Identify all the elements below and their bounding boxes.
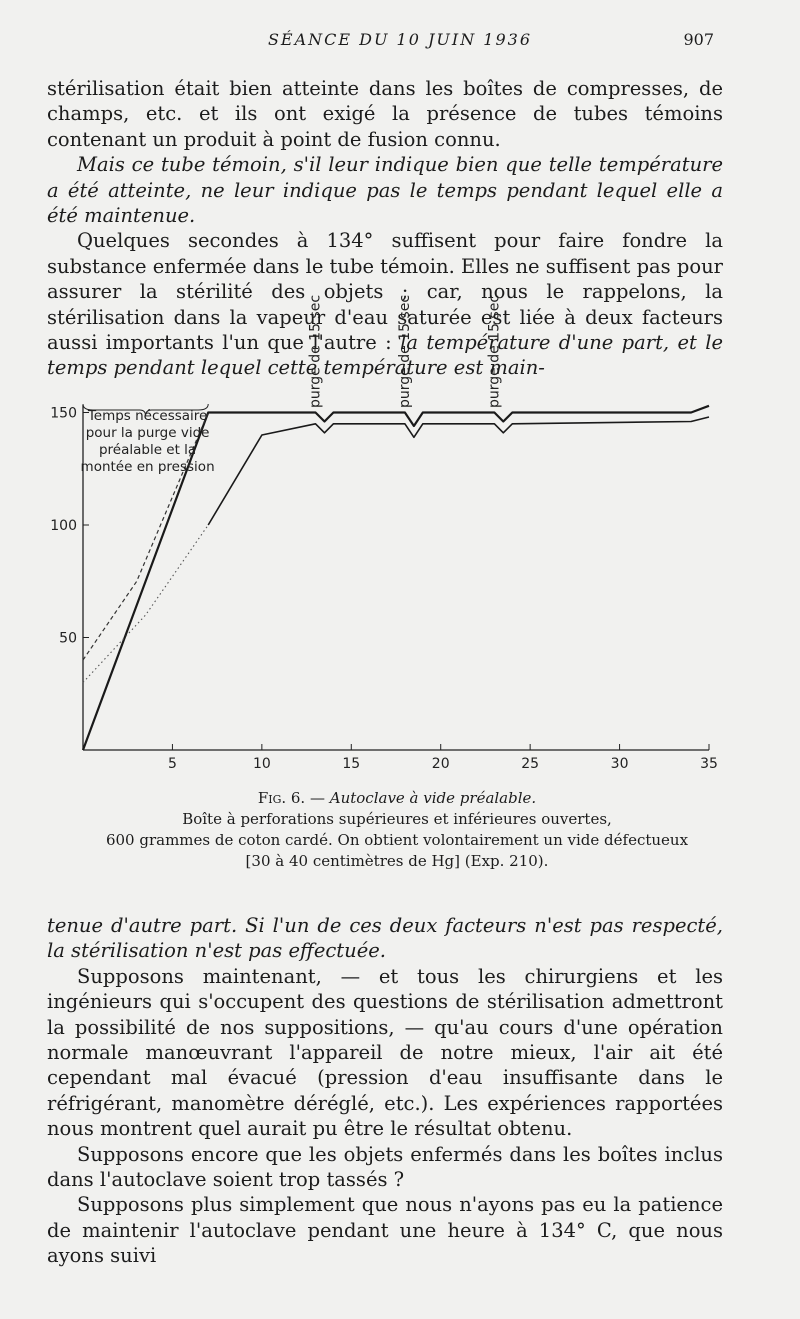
figure-title: Autoclave à vide préalable. xyxy=(329,789,537,807)
x-tick-label-10: 10 xyxy=(252,756,271,772)
x-tick-label-35: 35 xyxy=(700,756,718,772)
top-text-block xyxy=(47,76,723,381)
paragraph-3 xyxy=(47,228,723,380)
chart-labels xyxy=(50,295,718,772)
x-tick-label-30: 30 xyxy=(610,756,629,772)
purge-label-2: purge de 15 sec xyxy=(396,294,413,408)
annotation-line-3: préalable et la xyxy=(98,442,197,458)
paragraph-1: stérilisation était bien atteinte dans les boîtes de compresses, de champs, etc. et ils ont exigé la présence de tubes témoins contenant un produit à point de fusion connu. xyxy=(47,77,723,151)
y-tick-label-100: 100 xyxy=(50,518,77,534)
caption-title-line xyxy=(47,788,747,809)
paragraph-4: tenue d'autre part. Si l'un de ces deux facteurs n'est pas respecté, la stérilisation n'est pas effectuée. xyxy=(47,914,723,963)
paragraph-3-italic: la température d'une part, et le temps pendant lequel cette température est main- xyxy=(47,331,723,380)
purge-label-1: purge de 15 sec xyxy=(307,294,324,408)
figure-label: Fig. 6. xyxy=(257,789,306,807)
paragraph-3-text: Quelques secondes à 134° suffisent pour faire fondre la substance enfermée dans le tube témoin. Elles ne suffisent pas pour assurer la stérilité des objets ; car, nous le rappelons, la stérilisation dans la vapeur d'eau saturée est liée à deux facteurs aussi importants l'un que l'autre : xyxy=(47,229,723,355)
x-tick-label-15: 15 xyxy=(342,756,361,772)
caption-line-1: Boîte à perforations supérieures et inférieures ouvertes, xyxy=(182,810,612,828)
paragraph-6: Supposons encore que les objets enfermés dans les boîtes inclus dans l'autoclave soient trop tassés ? xyxy=(47,1142,723,1192)
caption-line-2: 600 grammes de coton cardé. On obtient volontairement un vide défectueux xyxy=(105,831,689,849)
x-tick-label-20: 20 xyxy=(431,756,450,772)
paragraph-2: Mais ce tube témoin, s'il leur indique bien que telle température a été atteinte, ne leur indique pas le temps pendant lequel elle a été maintenue. xyxy=(47,153,723,228)
page-number: 907 xyxy=(683,30,714,49)
annotation-line-4: montée en pression xyxy=(80,459,215,475)
y-tick-label-50: 50 xyxy=(59,630,77,647)
series-line-2 xyxy=(208,417,709,525)
x-tick-label-25: 25 xyxy=(521,756,540,772)
paragraph-7: Supposons plus simplement que nous n'ayons pas eu la patience de maintenir l'autoclave pendant une heure à 134° C, que nous ayons suivi xyxy=(47,1193,723,1268)
figure-caption xyxy=(47,788,747,872)
caption-dash: — xyxy=(305,789,330,807)
bottom-text-block xyxy=(47,913,723,1269)
caption-line-3: [30 à 40 centimètres de Hg] (Exp. 210). xyxy=(245,852,549,870)
paragraph-5: Supposons maintenant, — et tous les chirurgiens et les ingénieurs qui s'occupent des questions de stérilisation admettront la possibilité de nos suppositions, — qu'au cours d'une opération normale manœuvrant l'appareil de notre mieux, l'air ait été cependant mal évacué (pression d'eau insuffisante dans le réfrigérant, manomètre déréglé, etc.). Les expériences rapportées nous montrent quel aurait pu être le résultat obtenu. xyxy=(47,964,723,1141)
page-header xyxy=(0,30,800,54)
y-tick-label-150: 150 xyxy=(50,405,77,422)
purge-label-group-3 xyxy=(486,295,502,408)
purge-label-group-2 xyxy=(397,295,413,408)
annotation-line-2: pour la purge vide xyxy=(85,425,210,441)
annotation-line-1: Temps nécessaire xyxy=(87,408,208,424)
purge-label-group-1 xyxy=(307,295,323,408)
purge-label-3: purge de 15 sec xyxy=(486,294,503,408)
x-tick-label-5: 5 xyxy=(167,756,177,772)
running-title: SÉANCE DU 10 JUIN 1936 xyxy=(267,30,533,49)
series-line-4 xyxy=(83,525,208,683)
